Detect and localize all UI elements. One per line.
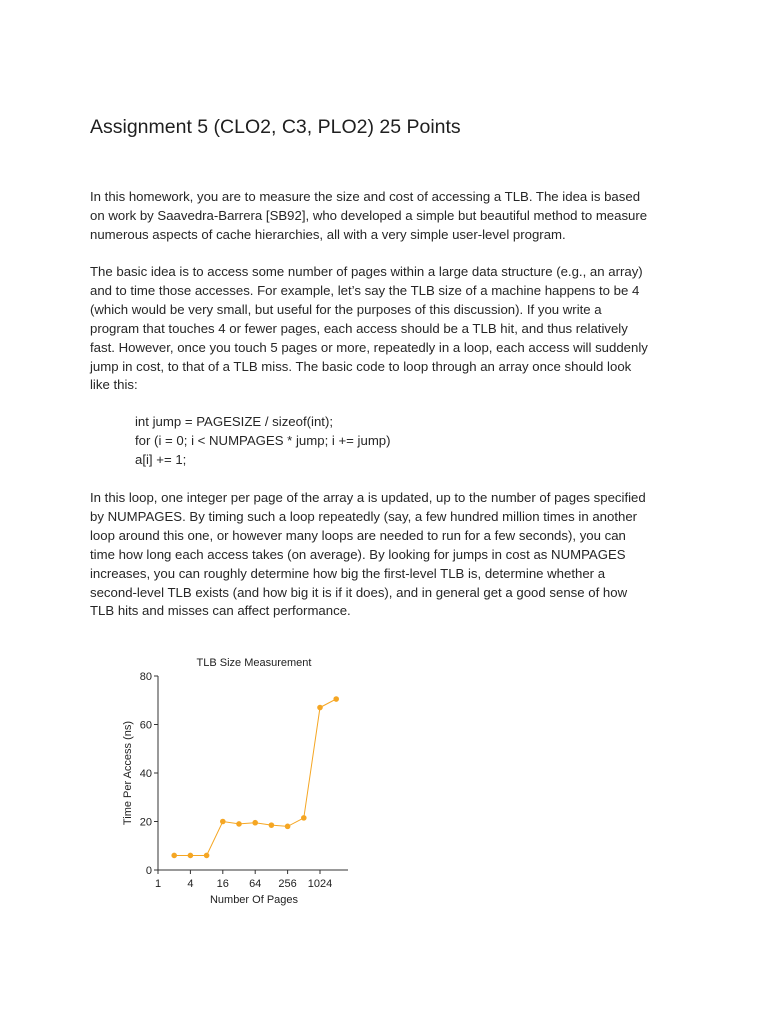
text-line: time how long each access takes (on average). By looking for jumps in cost as NUMPAGES bbox=[90, 546, 626, 562]
chart-title: TLB Size Measurement bbox=[196, 657, 312, 669]
chart-x-axis-label: Number Of Pages bbox=[209, 894, 299, 906]
data-point bbox=[333, 696, 339, 702]
data-point bbox=[220, 819, 226, 825]
x-tick-label: 64 bbox=[249, 878, 262, 890]
data-point bbox=[204, 853, 210, 859]
code-line: int jump = PAGESIZE / sizeof(int); bbox=[135, 414, 333, 429]
text-line: fast. However, once you touch 5 pages or more, repeatedly in a loop, each access will suddenly bbox=[90, 339, 648, 355]
page-title: Assignment 5 (CLO2, C3, PLO2) 25 Points bbox=[90, 116, 461, 138]
text-line: The basic idea is to access some number of pages within a large data structure (e.g., an array) bbox=[90, 264, 643, 279]
text-line: by NUMPAGES. By timing such a loop repeatedly (say, a few hundred million times in another bbox=[90, 508, 638, 524]
text-line: program that touches 4 or fewer pages, each access should be a TLB hit, and thus relatively bbox=[90, 320, 628, 336]
text-line: like this: bbox=[90, 377, 138, 393]
text-line: (which would be very small, but useful for the purposes of this discussion). If you write a bbox=[90, 301, 602, 317]
data-point bbox=[317, 705, 323, 711]
data-point bbox=[301, 815, 307, 821]
text-line: numerous aspects of cache hierarchies, all with a very simple user-level program. bbox=[90, 226, 566, 242]
x-tick-label: 256 bbox=[278, 878, 297, 890]
text-line: jump in cost, to that of a TLB miss. The basic code to loop through an array once should look bbox=[90, 358, 632, 374]
data-point bbox=[236, 821, 242, 827]
data-point bbox=[171, 853, 177, 859]
code-line: for (i = 0; i < NUMPAGES * jump; i += jump) bbox=[135, 433, 391, 448]
data-point bbox=[252, 820, 258, 826]
data-point bbox=[269, 822, 275, 828]
text-line: In this homework, you are to measure the size and cost of accessing a TLB. The idea is based bbox=[90, 189, 641, 204]
y-tick-label: 0 bbox=[145, 865, 152, 877]
code-line: a[i] += 1; bbox=[135, 452, 187, 467]
chart-series-line bbox=[174, 699, 336, 856]
y-tick-label: 20 bbox=[139, 816, 152, 829]
data-point bbox=[188, 853, 194, 859]
x-tick-label: 1 bbox=[154, 878, 162, 890]
y-tick-label: 40 bbox=[139, 768, 152, 780]
x-tick-label: 16 bbox=[216, 878, 229, 890]
text-line: TLB hits and misses can affect performance. bbox=[90, 603, 351, 619]
text-line: second-level TLB exists (and how big it is if it does), and in general get a good sense of how bbox=[90, 584, 628, 600]
text-line: and to time those accesses. For example, let’s say the TLB size of a machine happens to be 4 bbox=[90, 282, 640, 298]
text-line: on work by Saavedra-Barrera [SB92], who developed a simple but beautiful method to measure bbox=[90, 207, 648, 223]
text-line: In this loop, one integer per page of the array a is updated, up to the number of pages specified bbox=[90, 490, 646, 505]
text-line: loop around this one, or however many loops are needed to run for a few seconds), you can bbox=[90, 527, 626, 543]
y-tick-label: 80 bbox=[139, 671, 152, 683]
chart-y-axis-label: Time Per Access (ns) bbox=[122, 720, 134, 826]
text-line: increases, you can roughly determine how big the first-level TLB is, determine whether a bbox=[90, 565, 606, 581]
x-tick-label: 1024 bbox=[307, 878, 333, 890]
y-tick-label: 60 bbox=[139, 719, 152, 732]
data-point bbox=[285, 824, 291, 830]
x-tick-label: 4 bbox=[187, 878, 194, 890]
